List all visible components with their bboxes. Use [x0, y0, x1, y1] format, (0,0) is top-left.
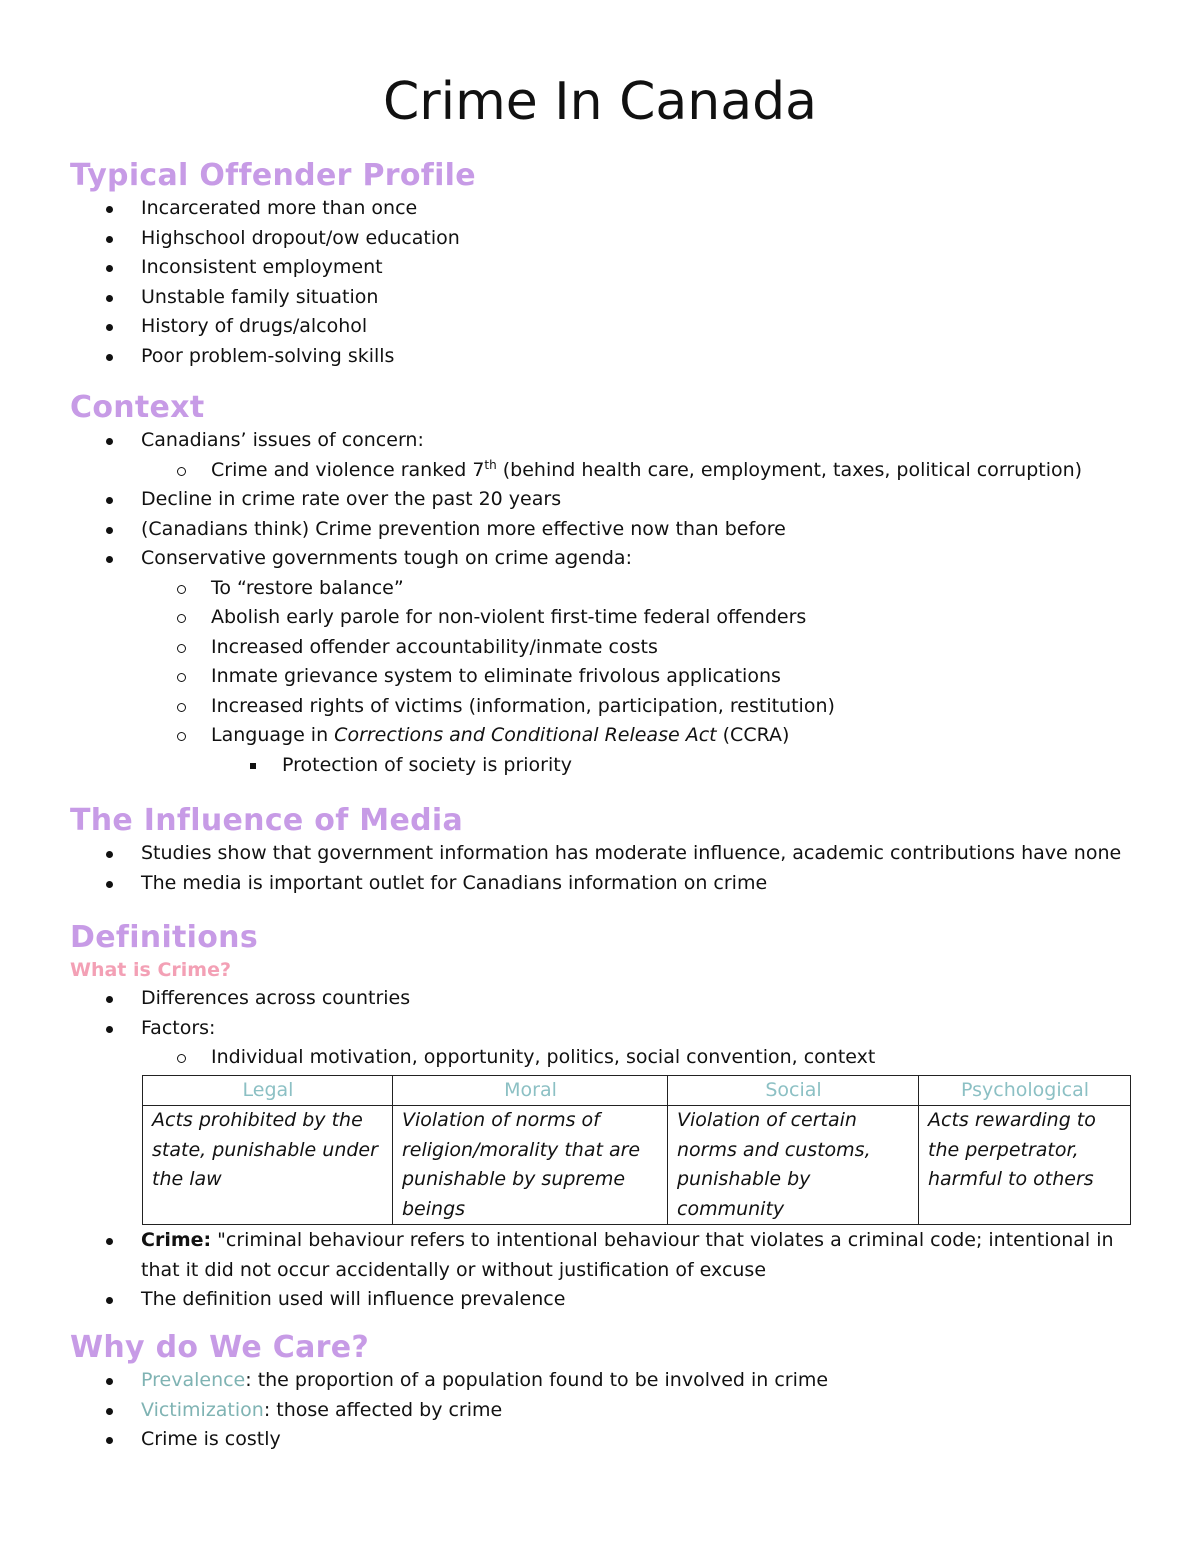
list-item [70, 1226, 1140, 1285]
sub-sub-list-item: Protection of society is priority [70, 751, 1140, 781]
list-item: Decline in crime rate over the past 20 years [70, 485, 1140, 515]
sub-list-item: Increased offender accountability/inmate costs [70, 633, 1140, 663]
list-item: Unstable family situation [70, 283, 1140, 313]
list-item [70, 1366, 1140, 1396]
crime-rank-text: Crime and violence ranked 7 [211, 458, 485, 481]
heading-media: The Influence of Media [70, 803, 464, 838]
subheading-what-is-crime: What is Crime? [70, 959, 231, 981]
context-list [70, 426, 1140, 780]
table-cell-legal: Acts prohibited by the state, punishable under the law [143, 1106, 393, 1225]
offender-profile-list [70, 194, 1140, 371]
list-item: The definition used will influence prevalence [70, 1285, 1140, 1315]
table-header-row [143, 1075, 1131, 1106]
victimization-term: Victimization [141, 1398, 264, 1421]
list-item: Highschool dropout/ow education [70, 224, 1140, 254]
prevalence-term: Prevalence [141, 1369, 246, 1391]
table-cell-moral: Violation of norms of religion/morality that are punishable by supreme beings [393, 1106, 668, 1225]
section-definitions [70, 920, 1140, 1315]
act-abbreviation: (CCRA) [716, 724, 790, 746]
media-list [70, 839, 1140, 898]
crime-rank-detail: (behind health care, employment, taxes, political corruption) [496, 458, 1083, 481]
definitions-list-continued [70, 1226, 1140, 1315]
crime-term: Crime: [141, 1229, 212, 1251]
heading-why-care: Why do We Care? [70, 1330, 370, 1365]
heading-definitions: Definitions [70, 920, 258, 955]
sub-list-item: To “restore balance” [70, 574, 1140, 604]
section-offender-profile [70, 158, 1140, 371]
table-row [143, 1106, 1131, 1225]
list-item: Conservative governments tough on crime agenda: [70, 544, 1140, 574]
list-item: (Canadians think) Crime prevention more effective now than before [70, 515, 1140, 545]
crime-definition: "criminal behaviour refers to intentional behaviour that violates a criminal code; intentional in that it did not occur accidentally or without justification of excuse [141, 1229, 1114, 1281]
table-header-legal: Legal [143, 1075, 393, 1106]
act-title: Corrections and Conditional Release Act [334, 724, 717, 746]
sub-list-item [70, 721, 1140, 751]
section-why-care [70, 1330, 1140, 1455]
document-title: Crime In Canada [382, 72, 817, 132]
sub-list-item: Inmate grievance system to eliminate frivolous applications [70, 662, 1140, 692]
list-item: Canadians’ issues of concern: [70, 426, 1140, 456]
list-item [70, 1396, 1140, 1426]
table-header-moral: Moral [393, 1075, 668, 1106]
crime-rank-superscript: th [484, 457, 497, 472]
sub-list-item: Abolish early parole for non-violent first-time federal offenders [70, 603, 1140, 633]
list-item: History of drugs/alcohol [70, 312, 1140, 342]
table-header-social: Social [668, 1075, 919, 1106]
list-item: Differences across countries [70, 984, 1140, 1014]
list-item: The media is important outlet for Canadians information on crime [70, 869, 1140, 899]
table-header-psychological: Psychological [919, 1075, 1131, 1106]
sub-list-item: Individual motivation, opportunity, politics, social convention, context [70, 1043, 1140, 1073]
language-text: Language in [211, 724, 335, 746]
prevalence-definition: : the proportion of a population found to be involved in crime [245, 1369, 829, 1391]
list-item: Incarcerated more than once [70, 194, 1140, 224]
table-cell-psychological: Acts rewarding to the perpetrator, harmful to others [919, 1106, 1131, 1225]
section-context [70, 390, 1140, 780]
sub-list-item: Increased rights of victims (information, participation, restitution) [70, 692, 1140, 722]
table-cell-social: Violation of certain norms and customs, punishable by community [668, 1106, 919, 1225]
sub-list-item [70, 456, 1140, 486]
crime-types-table [142, 1075, 1131, 1226]
definitions-list [70, 984, 1140, 1073]
list-item: Studies show that government information has moderate influence, academic contributions have none [70, 839, 1140, 869]
list-item: Crime is costly [70, 1425, 1140, 1455]
why-care-list [70, 1366, 1140, 1455]
section-media [70, 803, 1140, 898]
heading-context: Context [70, 390, 205, 425]
list-item: Factors: [70, 1014, 1140, 1044]
heading-offender-profile: Typical Offender Profile [70, 158, 476, 193]
list-item: Poor problem-solving skills [70, 342, 1140, 372]
list-item: Inconsistent employment [70, 253, 1140, 283]
victimization-definition: : those affected by crime [263, 1398, 503, 1421]
